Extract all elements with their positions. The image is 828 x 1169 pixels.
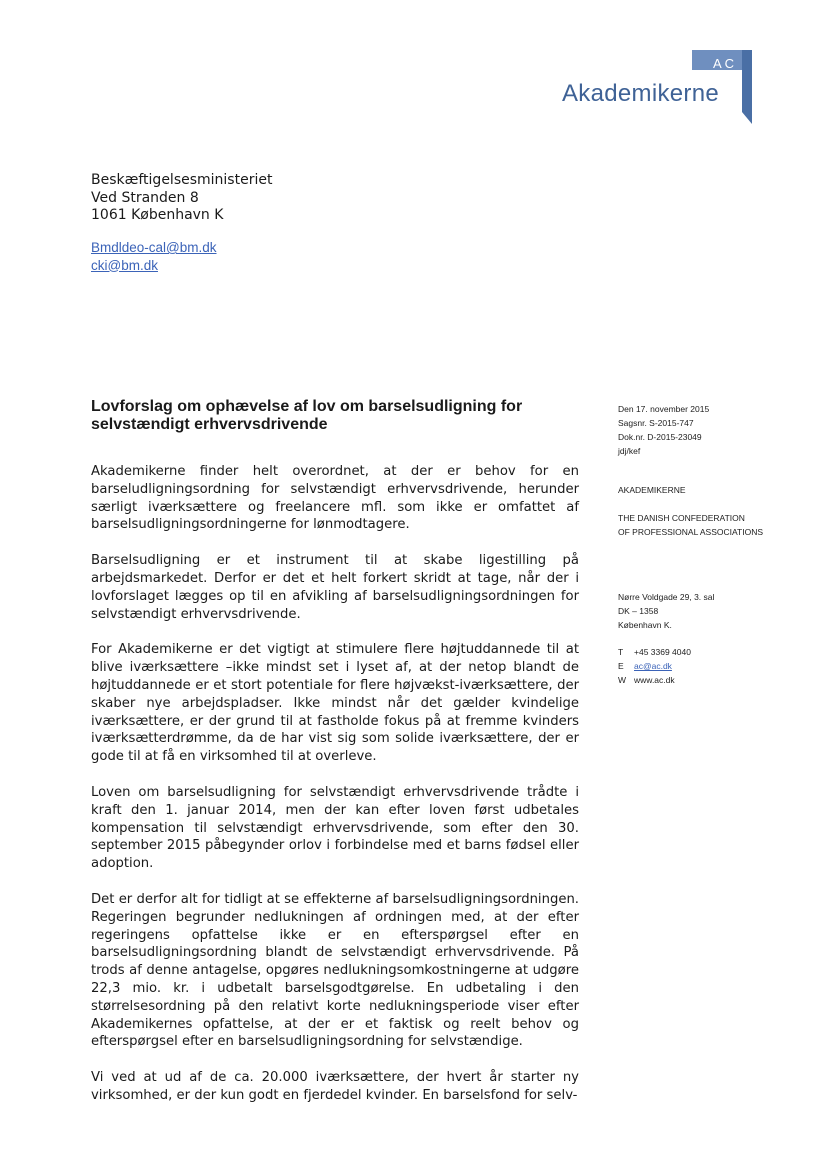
- recipient-line: 1061 København K: [91, 207, 224, 223]
- sender-address: [618, 590, 714, 632]
- logo-monogram: AC: [712, 56, 738, 71]
- letter-body: [91, 463, 579, 1123]
- sender-address-line: Nørre Voldgade 29, 3. sal: [618, 592, 715, 602]
- body-paragraph: Vi ved at ud af de ca. 20.000 iværksættere, der hvert år starter ny virksomhed, er der kun godt en fjerdedel kvinder. En barselsfond for selv-: [91, 1070, 579, 1103]
- recipient-email-link[interactable]: Bmdldeo-cal@bm.dk: [91, 240, 217, 255]
- phone-label: T: [618, 647, 624, 657]
- akademikerne-logo: [560, 50, 765, 126]
- document-number: Dok.nr. D-2015-23049: [618, 432, 702, 442]
- initials: jdj/kef: [618, 446, 641, 456]
- recipient-emails: [91, 239, 217, 274]
- recipient-line: Ved Stranden 8: [91, 189, 199, 206]
- confed-line: OF PROFESSIONAL ASSOCIATIONS: [618, 527, 764, 537]
- sender-address-line: København K.: [618, 620, 672, 630]
- email-row: [618, 659, 691, 673]
- phone-number: +45 3369 4040: [634, 647, 691, 657]
- sender-contact: [618, 645, 691, 687]
- sender-confederation: [618, 511, 763, 539]
- letter-date: Den 17. november 2015: [618, 404, 710, 414]
- body-paragraph: Barselsudligning er et instrument til at skabe ligestilling på arbejdsmarkedet. Derfor er det et helt forkert skridt at tage, når der i lovforslaget lægges op til en afvikling af barselsudligningsordningen for selvstændigt erhvervsdrivende.: [91, 553, 579, 622]
- letter-meta: [618, 402, 709, 458]
- sender-email-link[interactable]: ac@ac.dk: [634, 661, 672, 671]
- body-paragraph: Det er derfor alt for tidligt at se effekterne af barselsudligningsordningen. Regeringen begrunder nedlukningen af ordningen med, at der efter regeringens opfattelse ikke er en efterspørgsel efter en barselsudligningsordning blandt de selvstændigt erhvervsdrivende. På trods af denne antagelse, opgøres nedlukningsomkostningerne at udgøre 22,3 mio. kr. i udbetalt barselsgodtgørelse. En udbetaling i den størrelsesordning på den relativt korte nedlukningsperiode viser efter Akademikernes opfattelse, at der er et faktisk og reelt behov og efterspørgsel efter en barselsudligningsordning for selvstændige.: [91, 891, 579, 1050]
- sender-address-line: DK – 1358: [618, 606, 659, 616]
- web-label: W: [618, 675, 627, 685]
- case-number: Sagsnr. S-2015-747: [618, 418, 694, 428]
- letter-title: Lovforslag om ophævelse af lov om barselsudligning for selvstændigt erhvervsdrivende: [91, 398, 523, 433]
- recipient-email-link[interactable]: cki@bm.dk: [91, 257, 158, 273]
- body-paragraph: Loven om barselsudligning for selvstændigt erhvervsdrivende trådte i kraft den 1. januar 2014, men der kan efter loven først udbetales kompensation til selvstændigt erhvervsdrivende, som efter den 30. september 2015 påbegynder orlov i forbindelse med et barns fødsel eller adoption.: [91, 784, 579, 872]
- web-row: [618, 673, 691, 687]
- sender-website-link[interactable]: www.ac.dk: [634, 675, 675, 685]
- email-label: E: [618, 661, 624, 671]
- logo-name: Akademikerne: [562, 80, 720, 107]
- body-paragraph: For Akademikerne er det vigtigt at stimulere flere højtuddannede til at blive iværksættere –ikke mindst set i lyset af, at der netop blandt de højtuddannede er et stort potentiale for flere højvækst-iværksættere, der skaber nye arbejdspladser. Ikke mindst når det gælder kvindelige iværksættere, er der grund til at fastholde fokus på at fremme kvinders iværksætterdrømme, da de har vist sig som solide iværksættere, der er gode til at få en virksomhed til at overleve.: [91, 642, 579, 765]
- confed-line: THE DANISH CONFEDERATION: [618, 513, 745, 523]
- phone-row: [618, 645, 691, 659]
- body-paragraph: Akademikerne finder helt overordnet, at der er behov for en barseludligningsordning for selvstændigt erhvervsdrivende, herunder særligt iværksættere og freelancere mfl. som ikke er omfattet af barselsudligningsordningerne for lønmodtagere.: [91, 464, 579, 533]
- sender-org: AKADEMIKERNE: [618, 485, 686, 495]
- recipient-address: [91, 172, 272, 225]
- recipient-line: Beskæftigelsesministeriet: [91, 172, 273, 188]
